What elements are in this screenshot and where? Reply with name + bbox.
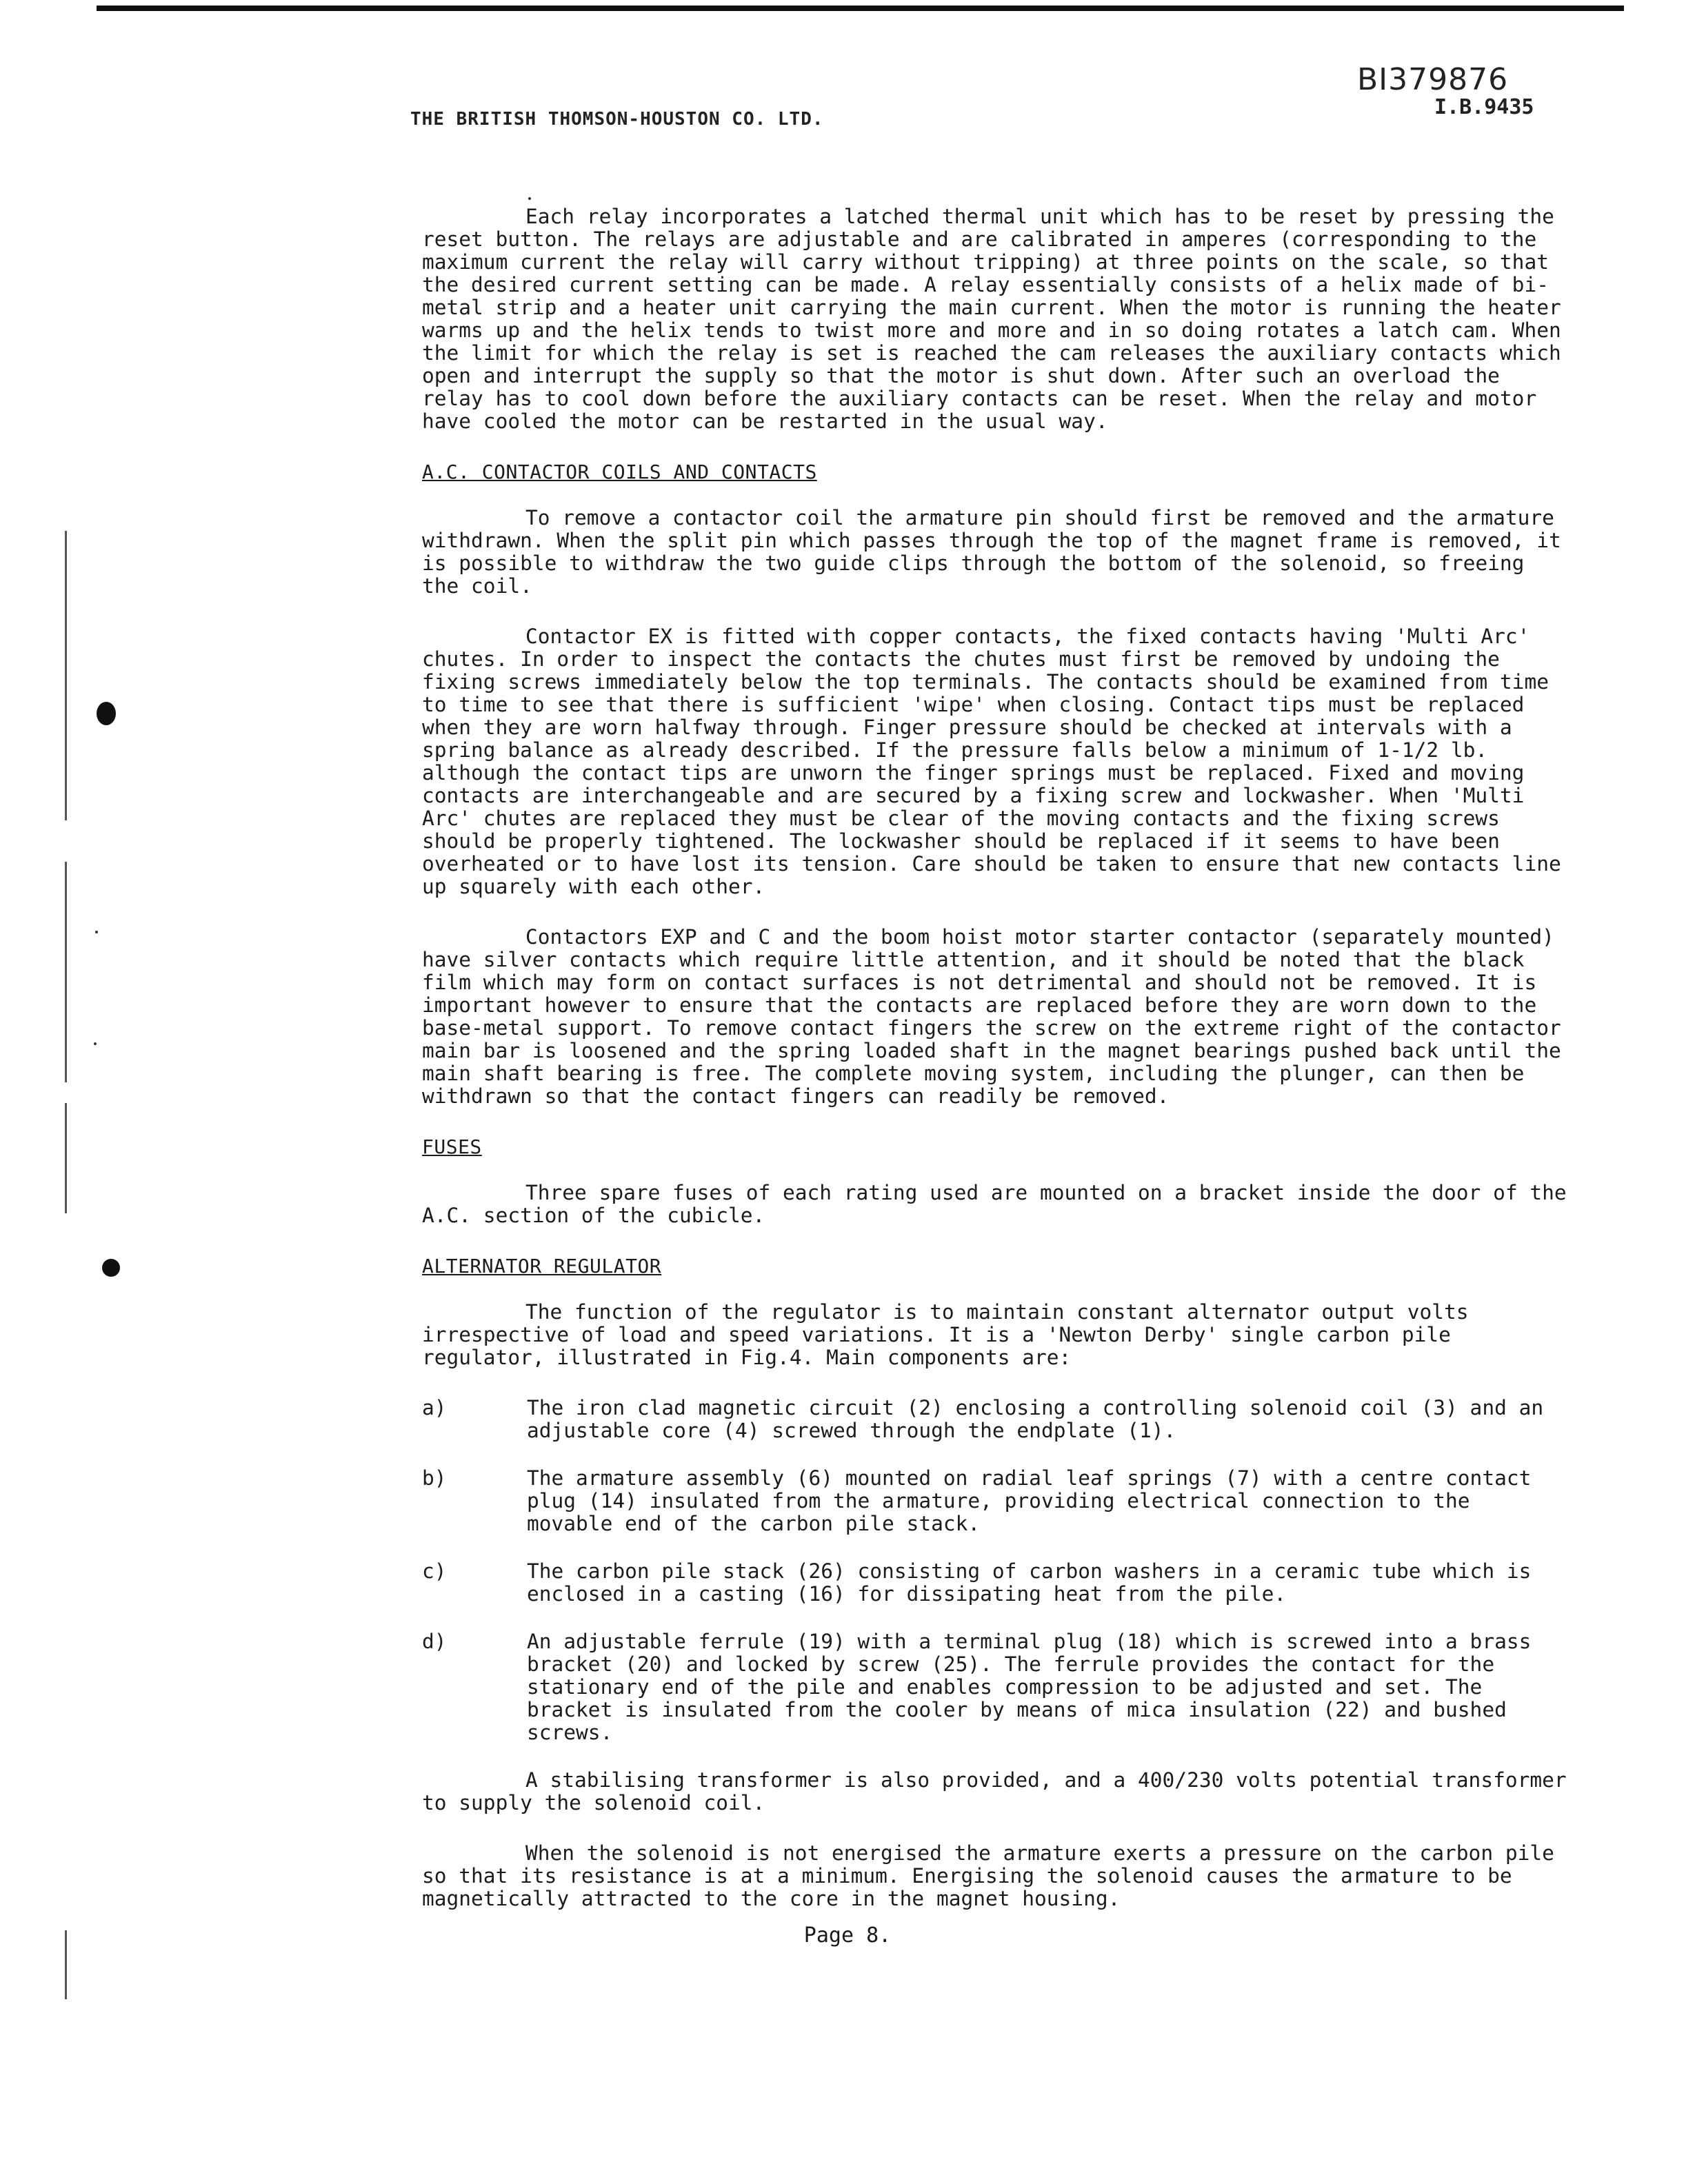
heading-alternator-regulator: ALTERNATOR REGULATOR <box>422 1255 662 1277</box>
document-reference: I.B.9435 <box>1434 95 1534 119</box>
list-item-text: The armature assembly (6) mounted on radial leaf springs (7) with a centre contact plug (14) insulated from the armature, providing electrical connection to the movable end of the carbon pile stack. <box>527 1466 1532 1535</box>
paragraph-fuses: Three spare fuses of each rating used are mounted on a bracket inside the door of the A.C. section of the cubicle. <box>422 1181 1567 1227</box>
list-item-text: The carbon pile stack (26) consisting of carbon washers in a ceramic tube which is enclosed in a casting (16) for dissipating heat from the pile. <box>527 1559 1532 1606</box>
list-item-text: An adjustable ferrule (19) with a terminal plug (18) which is screwed into a brass bracket (20) and locked by screw (25). The ferrule provides the contact for the stationary end of the pile and enables compression to be adjusted and set. The bracket is insulated from the cooler by means of mica insulation (22) and bushed screws. <box>527 1630 1532 1744</box>
list-item-label: d) <box>422 1630 447 1653</box>
list-item <box>422 1467 1567 1535</box>
list-item-label: b) <box>422 1466 447 1490</box>
punch-hole-mark <box>102 1259 120 1277</box>
scan-speck <box>528 197 531 200</box>
paragraph-contactor-coil-removal: To remove a contactor coil the armature pin should first be removed and the armature withdrawn. When the split pin which passes through the top of the magnet frame is removed, it is possible to withdraw the two guide clips through the bottom of the solenoid, so freeing the coil. <box>422 506 1561 598</box>
scan-speck <box>95 931 98 933</box>
heading-fuses: FUSES <box>422 1135 482 1158</box>
company-name: THE BRITISH THOMSON-HOUSTON CO. LTD. <box>410 109 824 130</box>
heading-contactor-coils: A.C. CONTACTOR COILS AND CONTACTS <box>422 461 817 483</box>
document-body <box>422 205 1567 1938</box>
top-rule <box>97 6 1624 11</box>
margin-scan-line <box>65 531 67 820</box>
paragraph-regulator-function: The function of the regulator is to maintain constant alternator output volts irrespective of load and speed variations. It is a 'Newton Derby' single carbon pile regulator, illustrated in Fig.4. Main components are: <box>422 1300 1469 1369</box>
punch-hole-mark <box>97 702 116 725</box>
list-item <box>422 1560 1567 1606</box>
margin-scan-line <box>65 1103 67 1213</box>
document-code-id: BI379876 <box>1357 62 1509 97</box>
paragraph-stabilising-transformer: A stabilising transformer is also provided, and a 400/230 volts potential transformer to supply the solenoid coil. <box>422 1768 1567 1814</box>
list-item-text: The iron clad magnetic circuit (2) enclosing a controlling solenoid coil (3) and an adjustable core (4) screwed through the endplate (1). <box>527 1396 1544 1442</box>
list-item-label: a) <box>422 1396 447 1419</box>
scan-speck <box>94 1042 97 1045</box>
paragraph-contactor-ex: Contactor EX is fitted with copper contacts, the fixed contacts having 'Multi Arc' chutes. In order to inspect the contacts the chutes must first be removed by undoing the fixing screws immediately below the top terminals. The contacts should be examined from time to time to see that there is sufficient 'wipe' when closing. Contact tips must be replaced when they are worn halfway through. Finger pressure should be checked at intervals with a spring balance as already described. If the pressure falls below a minimum of 1-1/2 lb. although the contact tips are unworn the finger springs must be replaced. Fixed and moving contacts are interchangeable and are secured by a fixing screw and lockwasher. When 'Multi Arc' chutes are replaced they must be clear of the moving contacts and the fixing screws should be properly tightened. The lockwasher should be replaced if it seems to have been overheated or to have lost its tension. Care should be taken to ensure that new contacts line up squarely with each other. <box>422 625 1561 898</box>
list-item <box>422 1630 1567 1744</box>
paragraph-relay-intro: Each relay incorporates a latched thermal unit which has to be reset by pressing the reset button. The relays are adjustable and are calibrated in amperes (corresponding to the maximum current the relay will carry without tripping) at three points on the scale, so that the desired current setting can be made. A relay essentially consists of a helix made of bi-metal strip and a heater unit carrying the main current. When the motor is running the heater warms up and the helix tends to twist more and more and in so doing rotates a latch cam. When the limit for which the relay is set is reached the cam releases the auxiliary contacts which open and interrupt the supply so that the motor is shut down. After such an overload the relay has to cool down before the auxiliary contacts can be reset. When the relay and motor have cooled the motor can be restarted in the usual way. <box>422 205 1561 433</box>
list-item-label: c) <box>422 1559 447 1583</box>
paragraph-solenoid: When the solenoid is not energised the armature exerts a pressure on the carbon pile so that its resistance is at a minimum. Energising the solenoid causes the armature to be magnetically attracted to the core in the magnet housing. <box>422 1841 1554 1910</box>
paragraph-contactor-exp-c: Contactors EXP and C and the boom hoist motor starter contactor (separately mounted) have silver contacts which require little attention, and it should be noted that the black film which may form on contact surfaces is not detrimental and should not be removed. It is important however to ensure that the contacts are replaced before they are worn down to the base-metal support. To remove contact fingers the screw on the extreme right of the contactor main bar is loosened and the spring loaded shaft in the magnet bearings pushed back until the main shaft bearing is free. The complete moving system, including the plunger, can then be withdrawn so that the contact fingers can readily be removed. <box>422 925 1561 1108</box>
list-item <box>422 1397 1567 1442</box>
margin-scan-line <box>65 862 67 1082</box>
page-number: Page 8. <box>803 1923 892 1948</box>
